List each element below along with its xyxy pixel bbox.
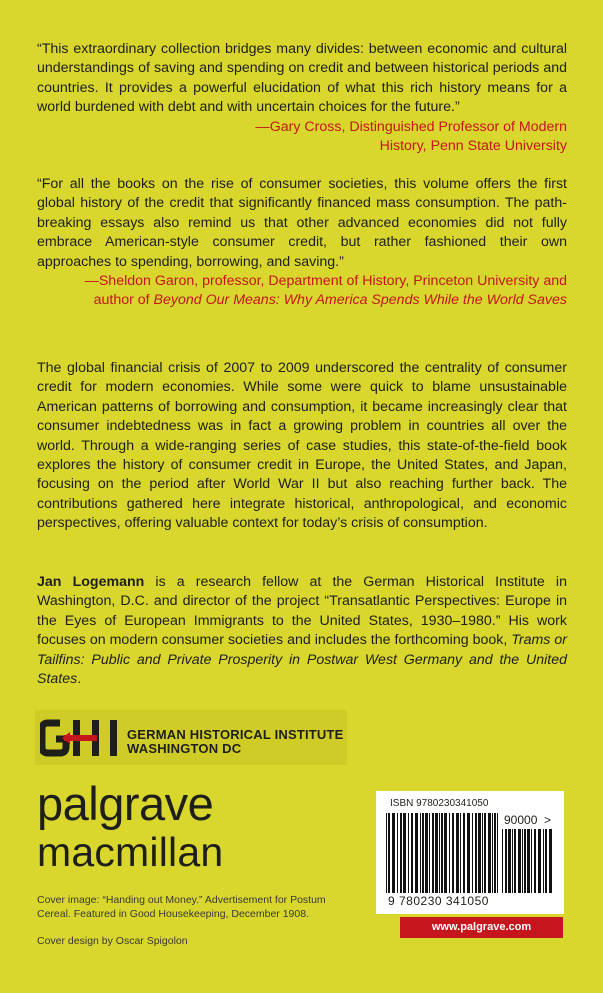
- attribution-line: [37, 291, 567, 310]
- ghi-logo-text: GHI: [40, 717, 42, 718]
- cover-image-credit: Cover image: “Handing out Money.” Advertisement for Postum Cereal. Featured in Good Housekeeping, December 1908.: [37, 894, 326, 920]
- author-bio: [37, 573, 567, 689]
- quote-text: “For all the books on the rise of consumer societies, this volume offers the first global history of the credit that significantly financed mass consumption. The path-breaking essays also remind us that other advanced economies did not fully embrace American-style consumer credit, but rather fashioned their own approaches to spending, borrowing, and saving.”: [37, 176, 567, 270]
- cover-design-credit: Cover design by Oscar Spigolon: [37, 935, 188, 947]
- ghi-mark-icon: [40, 717, 122, 759]
- price-arrow: >: [544, 813, 552, 827]
- isbn-label: ISBN 9780230341050: [390, 798, 489, 809]
- bio-end: .: [77, 671, 82, 688]
- endorsement-quote-1: [37, 40, 567, 156]
- ghi-logo: [35, 710, 347, 765]
- attribution-line: History, Penn State University: [379, 138, 567, 155]
- bio-book-title: Trams or Tailfins: Public and Private Prosperity in Postwar West Germany and the United States: [37, 632, 567, 688]
- attribution-book-title: Beyond Our Means: Why America Spends While the World Saves: [153, 292, 567, 309]
- attribution-line: —Gary Cross, Distinguished Professor of Modern: [255, 118, 567, 135]
- bio-text: is a research fellow at the German Historical Institute in Washington, D.C. and director of the project “Transatlantic Perspectives: Europe in the Eyes of European Immigrants to the United States, 1930–1980.” His work focuses on modern consumer societies and includes the forthcoming book,: [37, 574, 567, 649]
- attribution-prefix: author of: [93, 292, 154, 309]
- book-description: The global financial crisis of 2007 to 2009 underscored the centrality of consumer credit for modern economies. While some were quick to blame unsustainable American patterns of borrowing and consumption, it became increasingly clear that consumer indebtedness was in fact a growing problem in countries all over the world. Through a wide-ranging series of case studies, this state-of-the-field book explores the history of consumer credit in Europe, the United States, and Japan, focusing on the period after World War II but also reaching further back. The contributions gathered here integrate historical, anthropological, and economic perspectives, offering valuable context for today’s crisis of consumption.: [37, 360, 567, 532]
- isbn-barcode: [376, 791, 564, 914]
- price-code: 90000: [504, 813, 538, 827]
- ghi-name-line: WASHINGTON DC: [127, 741, 242, 756]
- publisher-url[interactable]: www.palgrave.com: [400, 917, 563, 938]
- quote-text: “This extraordinary collection bridges many divides: between economic and cultural understandings of saving and spending on credit and between historical periods and countries. It provides a powerful elucidation of what this rich history means for a world burdened with debt and with uncertain choices for the future.”: [37, 41, 567, 116]
- quote-attribution: [37, 118, 567, 157]
- ghi-institute-name: [127, 728, 344, 756]
- author-name: Jan Logemann: [37, 574, 145, 590]
- barcode-number: 9 780230 341050: [388, 894, 489, 908]
- price-barcode-icon: [502, 829, 554, 893]
- publisher-logo-macmillan: macmillan: [37, 829, 224, 875]
- quote-attribution: [37, 272, 567, 311]
- publisher-logo-palgrave: palgrave: [37, 777, 214, 830]
- endorsement-quote-2: [37, 175, 567, 311]
- barcode-bars-icon: [386, 813, 498, 893]
- attribution-line: —Sheldon Garon, professor, Department of History, Princeton University and: [84, 273, 567, 290]
- ghi-name-line: GERMAN HISTORICAL INSTITUTE: [127, 727, 344, 742]
